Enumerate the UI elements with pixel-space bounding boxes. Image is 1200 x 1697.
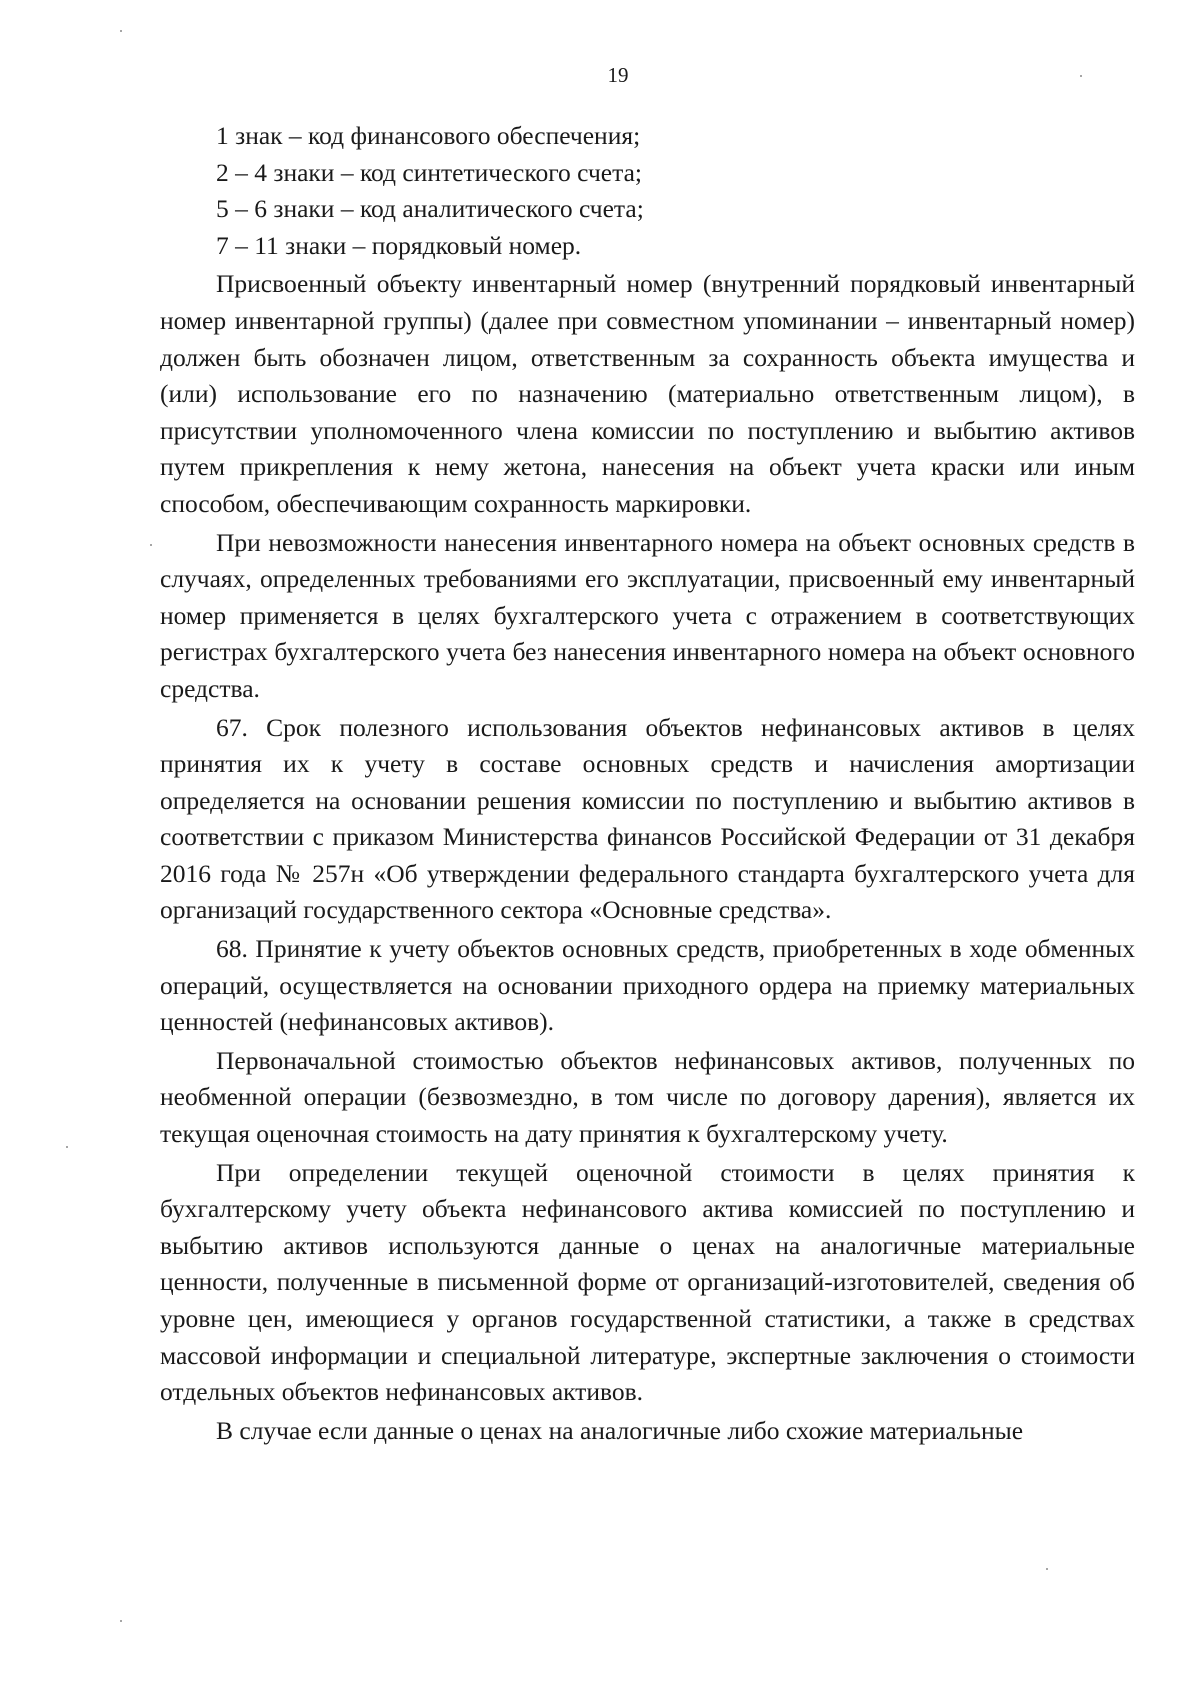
scan-speck: [120, 30, 122, 32]
scan-speck: [1046, 1568, 1048, 1570]
paragraph-initial-cost: Первоначальной стоимостью объектов нефинансовых активов, полученных по необменной операции (безвозмездно, в том числе по договору дарения), является их текущая оценочная стоимость на дату принятия к бухгалтерскому учету.: [160, 1045, 1135, 1149]
list-item: 1 знак – код финансового обеспечения;: [216, 121, 641, 150]
list-item: 2 – 4 знаки – код синтетического счета;: [216, 157, 642, 187]
body-text: [160, 118, 1135, 1449]
paragraph-marking-impossible: При невозможности нанесения инвентарного номера на объект основных средств в случаях, определенных требованиями его эксплуатации, присвоенный ему инвентарный номер применяется в целях бухгалтерского учета с отражением в соответствующих регистрах бухгалтерского учета без нанесения инвентарного номера на объект основного средства.: [160, 527, 1135, 703]
paragraph-current-value: При определении текущей оценочной стоимости в целях принятия к бухгалтерскому учету объекта нефинансового актива комиссией по поступлению и выбытию активов используются данные о ценах на аналогичные материальные ценности, полученные в письменной форме от организаций-изготовителей, сведения об уровне цен, имеющиеся у органов государственной статистики, а также в средствах массовой информации и специальной литературе, экспертные заключения о стоимости отдельных объектов нефинансовых активов.: [160, 1157, 1135, 1407]
scan-speck: [150, 544, 152, 546]
paragraph-inventory-number: Присвоенный объекту инвентарный номер (внутренний порядковый инвентарный номер инвентарной группы) (далее при совместном упоминании – инвентарный номер) должен быть обозначен лицом, ответственным за сохранность объекта имущества и (или) использование его по назначению (материально ответственным лицом), в присутствии уполномоченного члена комиссии по поступлению и выбытию активов путем прикрепления к нему жетона, нанесения на объект учета краски или иным способом, обеспечивающим сохранность маркировки.: [160, 269, 1135, 518]
list-item: 7 – 11 знаки – порядковый номер.: [216, 230, 582, 260]
paragraph-item-68: 68. Принятие к учету объектов основных средств, приобретенных в ходе обменных операций, осуществляется на основании приходного ордера на приемку материальных ценностей (нефинансовых активов).: [160, 934, 1135, 1037]
paragraph-item-67: 67. Срок полезного использования объектов нефинансовых активов в целях принятия их к учету в составе основных средств и начисления амортизации определяется на основании решения комиссии по поступлению и выбытию активов в соответствии с приказом Министерства финансов Российской Федерации от 31 декабря 2016 года № 257н «Об утверждении федерального стандарта бухгалтерского учета для организаций государственного сектора «Основные средства».: [160, 712, 1135, 925]
scan-speck: [1080, 75, 1082, 77]
list-item: 5 – 6 знаки – код аналитического счета;: [216, 194, 644, 224]
page-number: 19: [607, 63, 629, 87]
paragraph-price-data: В случае если данные о ценах на аналогичные либо схожие материальные: [216, 1415, 1024, 1445]
scan-speck: [66, 1146, 68, 1148]
scan-speck: [120, 1620, 122, 1622]
